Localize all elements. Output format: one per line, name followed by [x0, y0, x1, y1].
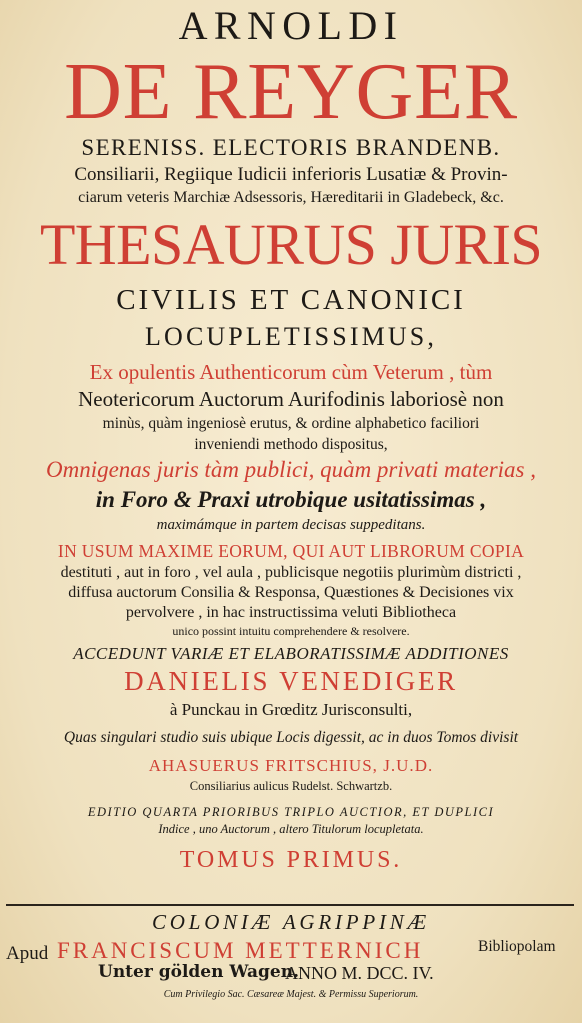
description-line7: maximámque in partem decisas suppeditans.	[156, 517, 426, 533]
additions-place: à Punckau in Grœditz Jurisconsulti,	[169, 700, 413, 719]
imprint-privilege: Cum Privilegio Sac. Cæsareæ Majest. & Permissu Superiorum.	[163, 989, 419, 1000]
additions-line1: ACCEDUNT VARIÆ ET ELABORATISSIMÆ ADDITIONES	[73, 644, 509, 663]
volume-label: TOMUS PRIMUS.	[179, 847, 403, 873]
edition-line2: Indice , uno Auctorum , altero Titulorum locupletata.	[158, 822, 424, 836]
author-first-name: ARNOLDI	[178, 3, 404, 48]
imprint-apud: Apud	[6, 943, 49, 964]
imprint-sign: Unter gölden Wagen.	[98, 962, 300, 982]
additions-editor-title: Consiliarius aulicus Rudelst. Schwartzb.	[189, 779, 393, 793]
imprint-year: ANNO M. DCC. IV.	[285, 963, 434, 983]
book-title: THESAURUS JURIS	[39, 212, 543, 277]
title-sub1: CIVILIS ET CANONICI	[116, 284, 466, 316]
author-office-line3: ciarum veteris Marchiæ Adsessoris, Hæreditarii in Gladebeck, &c.	[78, 189, 504, 206]
additions-name: DANIELIS VENEDIGER	[124, 666, 458, 696]
usage-line5: unico possint intuitu comprehendere & resolvere.	[172, 624, 410, 638]
divider-rule	[6, 904, 574, 906]
author-last-name: DE REYGER	[64, 48, 518, 136]
description-line5: Omnigenas juris tàm publici, quàm privati materias ,	[45, 457, 537, 482]
description-line4: inveniendi methodo dispositus,	[194, 436, 388, 453]
title-sub2: LOCUPLETISSIMUS,	[145, 322, 437, 351]
additions-editor: AHASUERUS FRITSCHIUS, J.U.D.	[148, 756, 434, 775]
description-line6: in Foro & Praxi utrobique usitatissimas ,	[95, 487, 487, 512]
imprint-role: Bibliopolam	[478, 938, 556, 955]
author-office-line1: SERENISS. ELECTORIS BRANDENB.	[81, 135, 501, 160]
usage-line1: IN USUM MAXIME EORUM, QUI AUT LIBRORUM COPIA	[57, 541, 525, 561]
imprint-publisher: FRANCISCUM METTERNICH	[57, 938, 424, 963]
description-line1: Ex opulentis Authenticorum cùm Veterum , tùm	[89, 360, 493, 384]
description-line2: Neotericorum Auctorum Aurifodinis laboriosè non	[78, 387, 504, 411]
imprint-city: COLONIÆ AGRIPPINÆ	[152, 910, 430, 934]
author-office-line2: Consiliarii, Regiique Iudicii inferioris Lusatiæ & Provin-	[74, 164, 508, 185]
usage-line3: diffusa auctorum Consilia & Responsa, Quæstiones & Decisiones vix	[68, 584, 514, 601]
edition-line1: EDITIO QUARTA PRIORIBUS TRIPLO AUCTIOR, ET DUPLICI	[87, 805, 495, 819]
description-line3: minùs, quàm ingeniosè erutus, & ordine alphabetico faciliori	[102, 415, 480, 432]
usage-line4: pervolvere , in hac instructissima veluti Bibliotheca	[125, 604, 457, 621]
additions-line2: Quas singulari studio suis ubique Locis digessit, ac in duos Tomos divisit	[63, 729, 519, 746]
usage-line2: destituti , aut in foro , vel aula , publicisque negotiis plurimùm districti ,	[60, 564, 522, 581]
